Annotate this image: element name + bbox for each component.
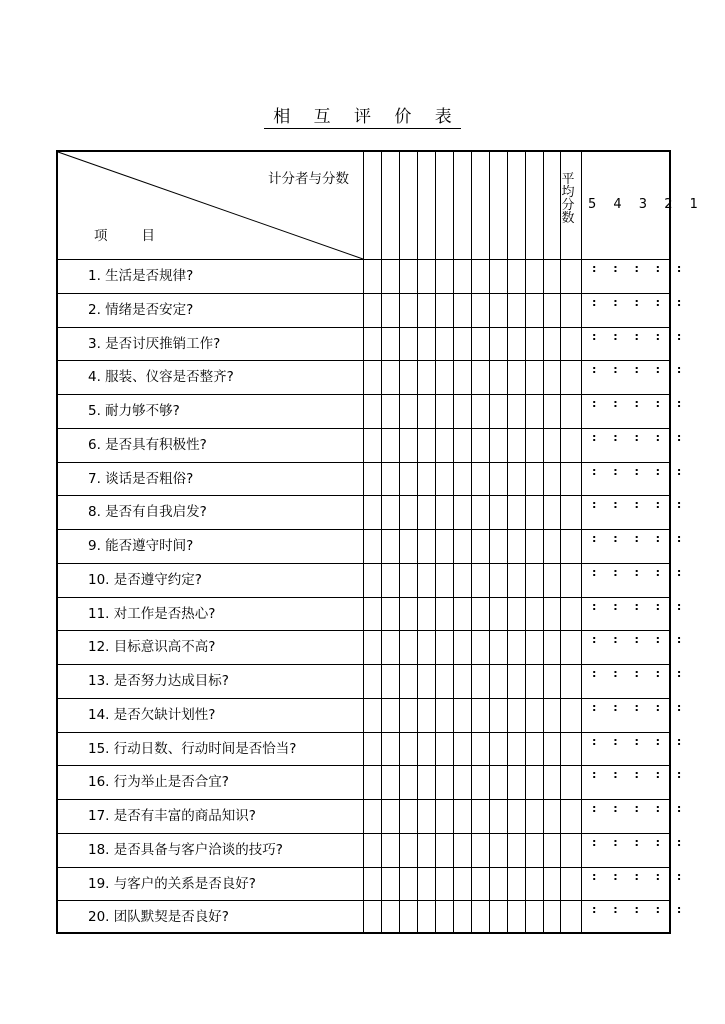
score-scale-marks: : : : : : [592,700,688,714]
item-row-text: 16. 行为举止是否合宜? [88,774,229,791]
score-scale-marks: : : : : : [592,835,688,849]
item-row-text: 9. 能否遵守时间? [88,538,194,554]
header-average-label: 平均分数 [561,172,575,226]
item-row-text: 15. 行动日数、行动时间是否恰当? [88,740,297,757]
item-row-text: 19. 与客户的关系是否良好? [88,875,256,892]
score-scale-marks: : : : : : [592,768,688,782]
score-scale-marks: : : : : : [592,869,688,883]
form-title-text: 相 互 评 价 表 [264,106,461,129]
item-row-text: 18. 是否具备与客户洽谈的技巧? [88,841,283,858]
score-scale-marks: : : : : : [592,363,688,377]
header-score-scale: 5 4 3 2 1 [588,197,705,212]
score-scale-marks: : : : : : [592,903,688,917]
item-row-text: 6. 是否具有积极性? [88,436,207,453]
item-row-text: 1. 生活是否规律? [88,268,194,284]
score-scale-marks: : : : : : [592,565,688,579]
score-scale-marks: : : : : : [592,633,688,647]
item-row-text: 10. 是否遵守约定? [88,571,202,588]
score-scale-marks: : : : : : [592,397,688,410]
item-row-text: 14. 是否欠缺计划性? [88,706,216,723]
item-row-text: 20. 团队默契是否良好? [88,909,229,926]
item-row-text: 3. 是否讨厌推销工作? [88,335,221,352]
item-row-text: 8. 是否有自我启发? [88,504,207,521]
score-scale-marks: : : : : : [592,430,688,444]
item-row-text: 13. 是否努力达成目标? [88,673,229,689]
header-scorer-label: 计分者与分数 [268,171,349,187]
item-row-text: 2. 情绪是否安定? [88,301,194,318]
score-scale-marks: : : : : : [592,599,688,613]
score-scale-marks: : : : : : [592,667,688,680]
item-row-text: 17. 是否有丰富的商品知识? [88,808,256,824]
header-item-label-1: 项 [94,228,108,244]
item-row-text: 4. 服装、仪容是否整齐? [88,369,234,386]
score-scale-marks: : : : : : [592,262,688,275]
item-row-text: 11. 对工作是否热心? [88,605,216,622]
header-item-label [94,228,155,244]
score-scale-marks: : : : : : [592,498,688,512]
item-row-text: 7. 谈话是否粗俗? [88,470,194,487]
score-scale-marks: : : : : : [592,532,688,545]
header-item-label-2: 目 [141,228,155,244]
score-scale-marks: : : : : : [592,329,688,343]
score-scale-marks: : : : : : [592,464,688,478]
item-row-text: 5. 耐力够不够? [88,403,180,419]
item-row-text: 12. 目标意识高不高? [88,639,216,656]
score-scale-marks: : : : : : [592,734,688,748]
score-scale-marks: : : : : : [592,295,688,309]
score-scale-marks: : : : : : [592,802,688,815]
